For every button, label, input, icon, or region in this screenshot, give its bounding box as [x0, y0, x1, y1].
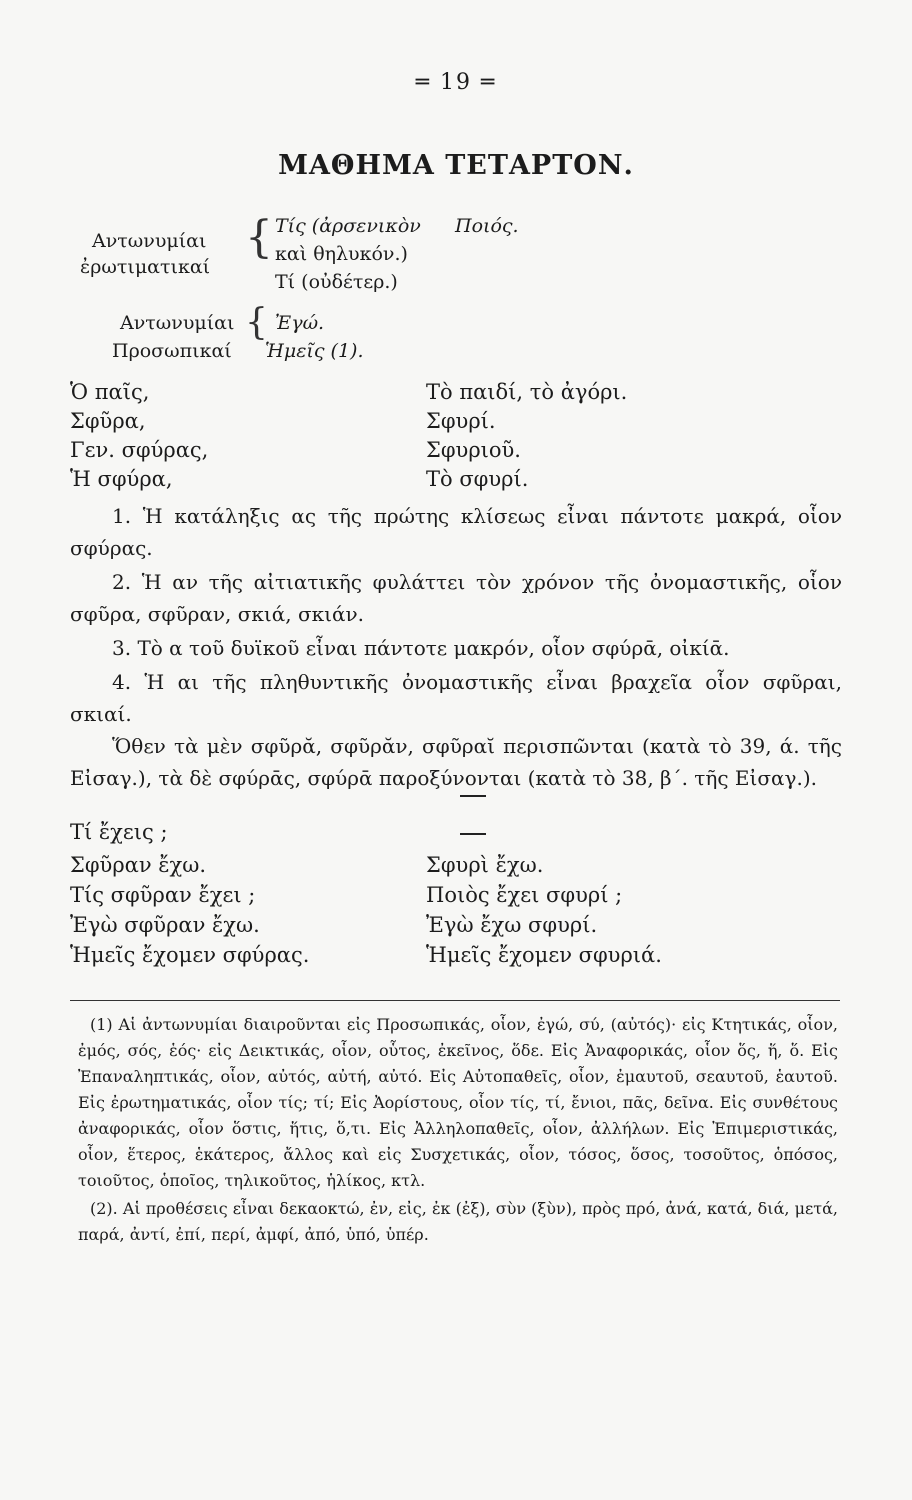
pronoun-kai-thelykon: καὶ θηλυκόν.): [275, 243, 408, 265]
dialogue-row: [70, 913, 840, 945]
dialogue-modern: Ποιὸς ἔχει σφυρί ;: [426, 883, 623, 907]
accent-note: Ὅθεν τὰ μὲν σφῦρᾰ, σφῦρᾰν, σφῦραῐ περισπῶνται (κατὰ τὸ 39, ά. τῆς Εἰσαγ.), τὰ δὲ σφύρᾱς, σφύρᾱ παροξύνονται (κατὰ τὸ 38, β΄. τῆς Εἰσαγ.).: [70, 734, 842, 790]
vocab-row: [70, 380, 840, 412]
personal-label-1: Αντωνυμίαι: [120, 312, 235, 334]
dialogue-ancient: Ἡμεῖς ἔχομεν σφύρας.: [70, 943, 310, 967]
pronoun-hymeis: Ἡμεῖς (1).: [265, 340, 364, 362]
footnote-2: (2). Αἱ προθέσεις εἶναι δεκαοκτώ, ἐν, εἰς, ἐκ (ἐξ), σὺν (ξὺν), πρὸς πρό, ἀνά, κατά, διά, μετά, παρά, ἀντί, ἐπί, περί, ἀμφί, ἀπό, ὑπό, ὑπέρ.: [78, 1199, 838, 1244]
dialogue-ancient: Σφῦραν ἔχω.: [70, 853, 207, 877]
grammar-rule-2: 2. Ἡ αν τῆς αἰτιατικῆς φυλάττει τὸν χρόνον τῆς ὀνομαστικῆς, οἷον σφῦρα, σφῦραν, σκιά, σκιάν.: [70, 570, 842, 626]
brace-interrogative: {: [245, 212, 273, 263]
grammar-rule-3: 3. Τὸ α τοῦ δυϊκοῦ εἶναι πάντοτε μακρόν, οἷον σφύρᾱ, οἰκίᾱ.: [112, 636, 730, 660]
vocab-modern: Σφυρί.: [426, 409, 496, 433]
interrogative-label-2: ἐρωτιματικαί: [80, 256, 211, 278]
brace-personal: {: [245, 302, 268, 343]
footnotes: [78, 1012, 838, 1250]
pronoun-tis: Τίς (ἀρσενικὸν: [275, 215, 421, 237]
lesson-title: ΜΑΘΗΜΑ ΤΕΤΑΡΤΟΝ.: [278, 150, 634, 181]
vocab-row: [70, 467, 840, 499]
vocab-ancient: Γεν. σφύρας,: [70, 438, 209, 462]
vocab-modern: Σφυριοῦ.: [426, 438, 521, 462]
grammar-rule-4: 4. Ἡ αι τῆς πληθυντικῆς ὀνομαστικῆς εἶναι βραχεῖα οἷον σφῦραι, σκιαί.: [70, 670, 842, 726]
dialogue-row: [70, 853, 840, 885]
separator-dash: [460, 795, 486, 797]
dialogue-modern: Σφυρὶ ἔχω.: [426, 853, 544, 877]
footnote-rule: [70, 1000, 840, 1001]
vocab-ancient: Σφῦρα,: [70, 409, 146, 433]
dialogue-row: [70, 883, 840, 915]
vocab-modern: Τὸ παιδί, τὸ ἀγόρι.: [426, 380, 628, 404]
pronoun-ti: Τί (οὐδέτερ.): [275, 271, 398, 293]
pronoun-poios: Ποιός.: [455, 215, 519, 237]
grammar-rule-1: 1. Ἡ κατάληξις ας τῆς πρώτης κλίσεως εἶναι πάντοτε μακρά, οἷον σφύρας.: [70, 504, 842, 560]
footnote-1: (1) Αἱ ἀντωνυμίαι διαιροῦνται εἰς Προσωπικάς, οἷον, ἐγώ, σύ, (αὐτός)· εἰς Κτητικάς, οἷον, ἐμός, σός, ἑός· εἰς Δεικτικάς, οἷον, οὗτος, ἐκεῖνος, ὅδε. Εἰς Ἀναφορικάς, οἷον ὅς, ἥ, ὅ. Εἰς Ἐπαναληπτικάς, οἷον, αὐτός, αὐτή, αὐτό. Εἰς Αὐτοπαθεῖς, οἷον, ἐμαυτοῦ, σεαυτοῦ, ἑαυτοῦ. Εἰς ἐρωτηματικάς, οἷον τίς; τί; Εἰς Ἀορίστους, οἷον τίς, τί, ἔνιοι, πᾶς, δεῖνα. Εἰς συνθέτους ἀναφορικάς, οἷον ὅστις, ἥτις, ὅ,τι. Εἰς Ἀλληλοπαθεῖς, οἷον, ἀλλήλων. Εἰς Ἐπιμεριστικάς, οἷον, ἕτερος, ἑκάτερος, ἄλλος καὶ εἰς Συσχετικάς, οἷον, τόσος, ὅσος, τοσοῦτος, ὁπόσος, τοιοῦτος, ὁποῖος, τηλικοῦτος, ἡλίκος, κτλ.: [78, 1015, 838, 1190]
vocab-ancient: Ἡ σφύρα,: [70, 467, 173, 491]
dialogue-ancient: Τί ἔχεις ;: [70, 820, 168, 844]
vocab-modern: Τὸ σφυρί.: [426, 467, 529, 491]
dialogue-ancient: Ἐγὼ σφῦραν ἔχω.: [70, 913, 260, 937]
vocab-row: [70, 438, 840, 470]
vocab-ancient: Ὁ παῖς,: [70, 380, 150, 404]
dialogue-ancient: Τίς σφῦραν ἔχει ;: [70, 883, 256, 907]
interrogative-label-1: Αντωνυμίαι: [92, 230, 207, 252]
dialogue-row: [70, 820, 840, 852]
pronoun-ego: Ἐγώ.: [275, 312, 325, 334]
dialogue-modern: Ἡμεῖς ἔχομεν σφυριά.: [426, 943, 662, 967]
personal-label-2: Προσωπικαί: [112, 340, 232, 362]
page-number: ═ 19 ═: [415, 70, 497, 95]
dialogue-modern: Ἐγὼ ἔχω σφυρί.: [426, 913, 598, 937]
vocab-row: [70, 409, 840, 441]
dialogue-row: [70, 943, 840, 975]
